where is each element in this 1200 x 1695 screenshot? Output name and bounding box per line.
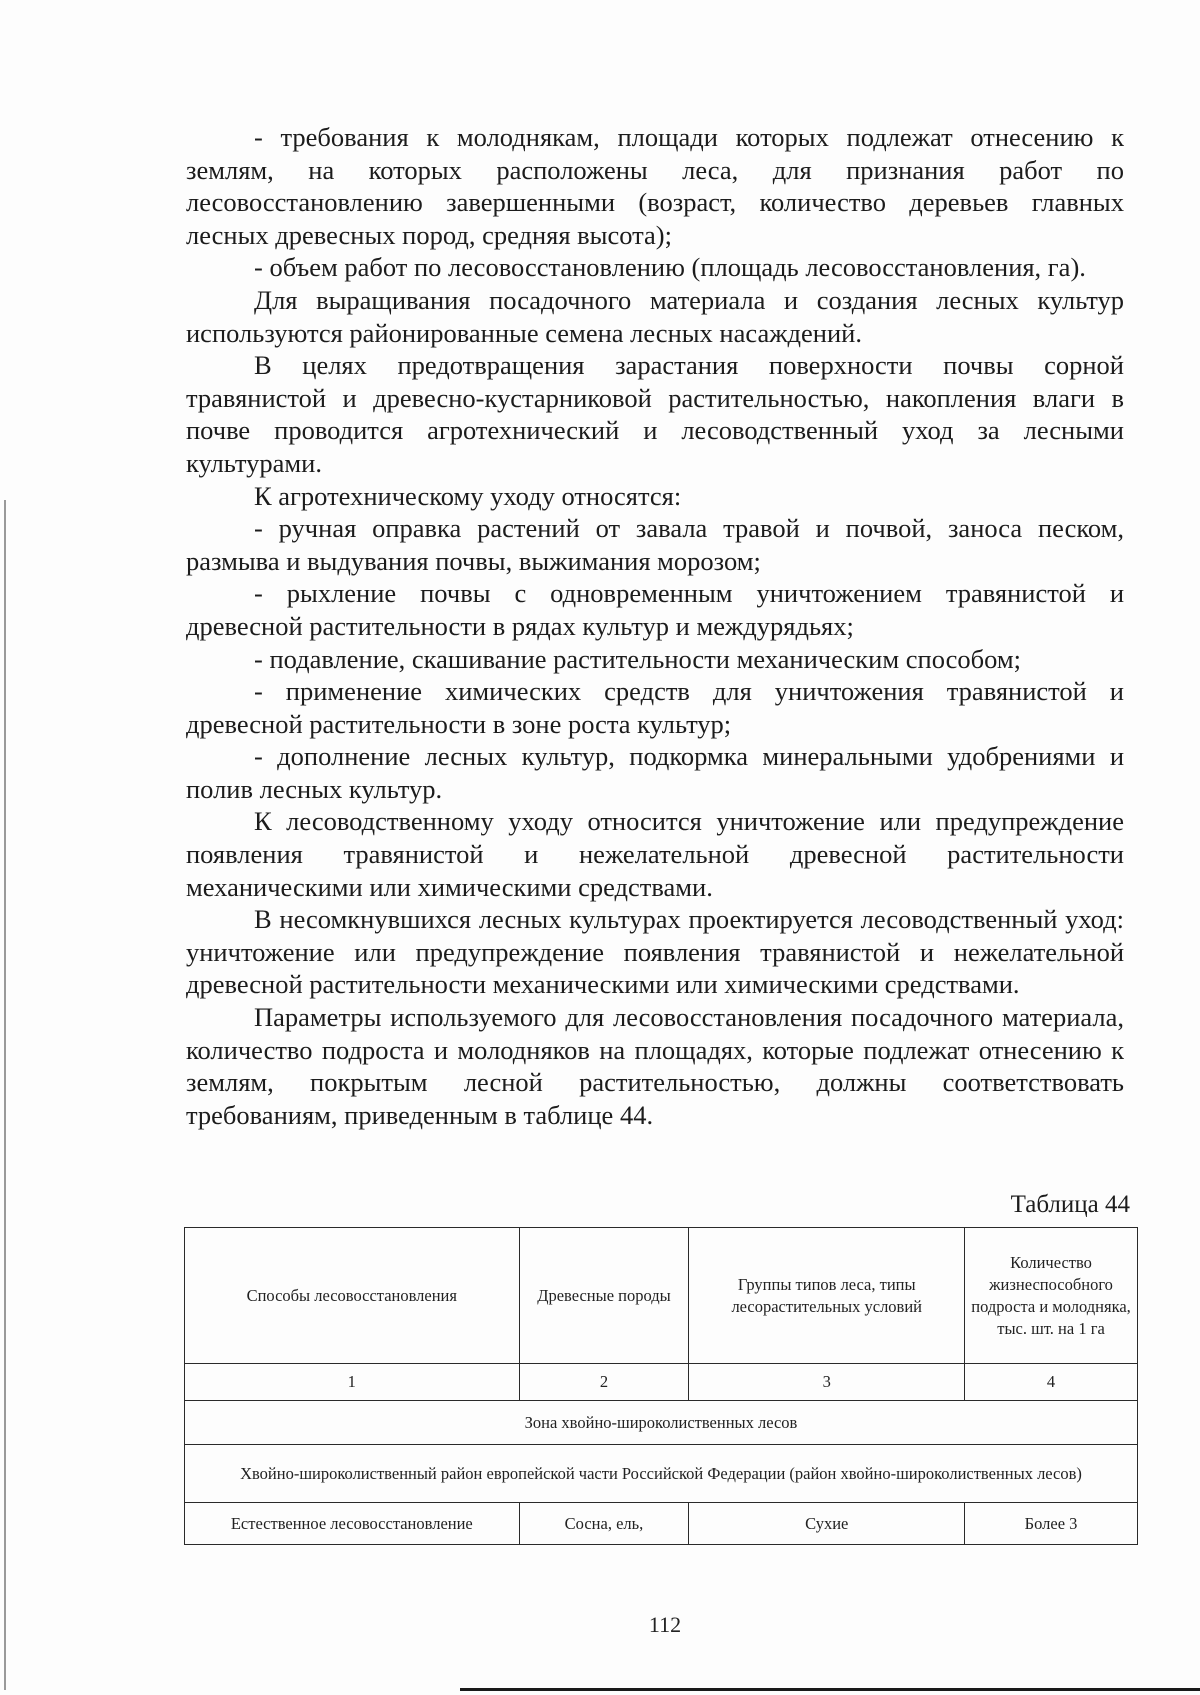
paragraph: - требования к молоднякам, площади которых подлежат отнесению к землям, на которых расположены леса, для признания работ по лесовосстановлению завершенными (возраст, количество деревьев главных лесных древесных пород, средняя высота); — [186, 122, 1124, 250]
data-cell: Более 3 — [965, 1503, 1138, 1545]
table-44 — [184, 1227, 1138, 1545]
paragraph: - подавление, скашивание растительности механическим способом; — [254, 643, 1021, 674]
paragraph: К агротехническому уходу относятся: — [254, 480, 682, 511]
paragraph: - рыхление почвы с одновременным уничтожением травянистой и древесной растительности в рядах культур и междурядьях; — [186, 578, 1124, 641]
data-cell: Сухие — [689, 1503, 965, 1545]
zone-row — [185, 1401, 1138, 1445]
paragraph: Для выращивания посадочного материала и создания лесных культур используются районированные семена лесных насаждений. — [186, 284, 1124, 348]
region-cell: Хвойно-широколиственный район европейской части Российской Федерации (район хвойно-широколиственных лесов) — [185, 1445, 1138, 1503]
paragraph: - объем работ по лесовосстановлению (площадь лесовосстановления, га). — [254, 252, 1086, 283]
data-cell: Естественное лесовосстановление — [185, 1503, 520, 1545]
scan-edge-line — [4, 500, 6, 1690]
body-text — [186, 121, 1124, 1131]
column-number-cell: 4 — [965, 1364, 1138, 1401]
paragraph: Параметры используемого для лесовосстановления посадочного материала, количество подроста и молодняков на площадях, которые подлежат отнесению к землям, покрытым лесной растительностью, должны соответствовать требованиям, приведенным в таблице 44. — [186, 1002, 1124, 1130]
region-row — [185, 1445, 1138, 1503]
paragraph: В целях предотвращения зарастания поверхности почвы сорной травянистой и древесно-кустарниковой растительностью, накопления влаги в почве проводится агротехнический и лесоводственный уход за лесными культурами. — [186, 350, 1124, 478]
data-cell: Сосна, ель, — [519, 1503, 689, 1545]
paragraph: К лесоводственному уходу относится уничтожение или предупреждение появления травянистой и нежелательной древесной растительности механическими или химическими средствами. — [186, 806, 1124, 902]
header-cell: Группы типов леса, типы лесорастительных условий — [689, 1228, 965, 1364]
table-header-row — [185, 1228, 1138, 1364]
paragraph: - ручная оправка растений от завала травой и почвой, заноса песком, размыва и выдувания почвы, выжимания морозом; — [186, 513, 1124, 576]
table-row — [185, 1503, 1138, 1545]
column-number-cell: 3 — [689, 1364, 965, 1401]
scan-bottom-line — [460, 1688, 1200, 1691]
column-number-cell: 1 — [185, 1364, 520, 1401]
page-number: 112 — [648, 1612, 682, 1637]
header-cell: Количество жизнеспособного подроста и молодняка, тыс. шт. на 1 га — [965, 1228, 1138, 1364]
zone-cell: Зона хвойно-широколиственных лесов — [185, 1401, 1138, 1445]
header-cell: Древесные породы — [519, 1228, 689, 1364]
paragraph: В несомкнувшихся лесных культурах проектируется лесоводственный уход: уничтожение или предупреждение появления травянистой и нежелательной древесной растительности механическими или химическими средствами. — [186, 904, 1124, 1000]
column-number-row — [185, 1364, 1138, 1401]
paragraph: - применение химических средств для уничтожения травянистой и древесной растительности в зоне роста культур; — [186, 676, 1124, 739]
paragraph: - дополнение лесных культур, подкормка минеральными удобрениями и полив лесных культур. — [186, 741, 1124, 804]
table-caption: Таблица 44 — [1010, 1191, 1130, 1218]
header-cell: Способы лесовосстановления — [185, 1228, 520, 1364]
column-number-cell: 2 — [519, 1364, 689, 1401]
